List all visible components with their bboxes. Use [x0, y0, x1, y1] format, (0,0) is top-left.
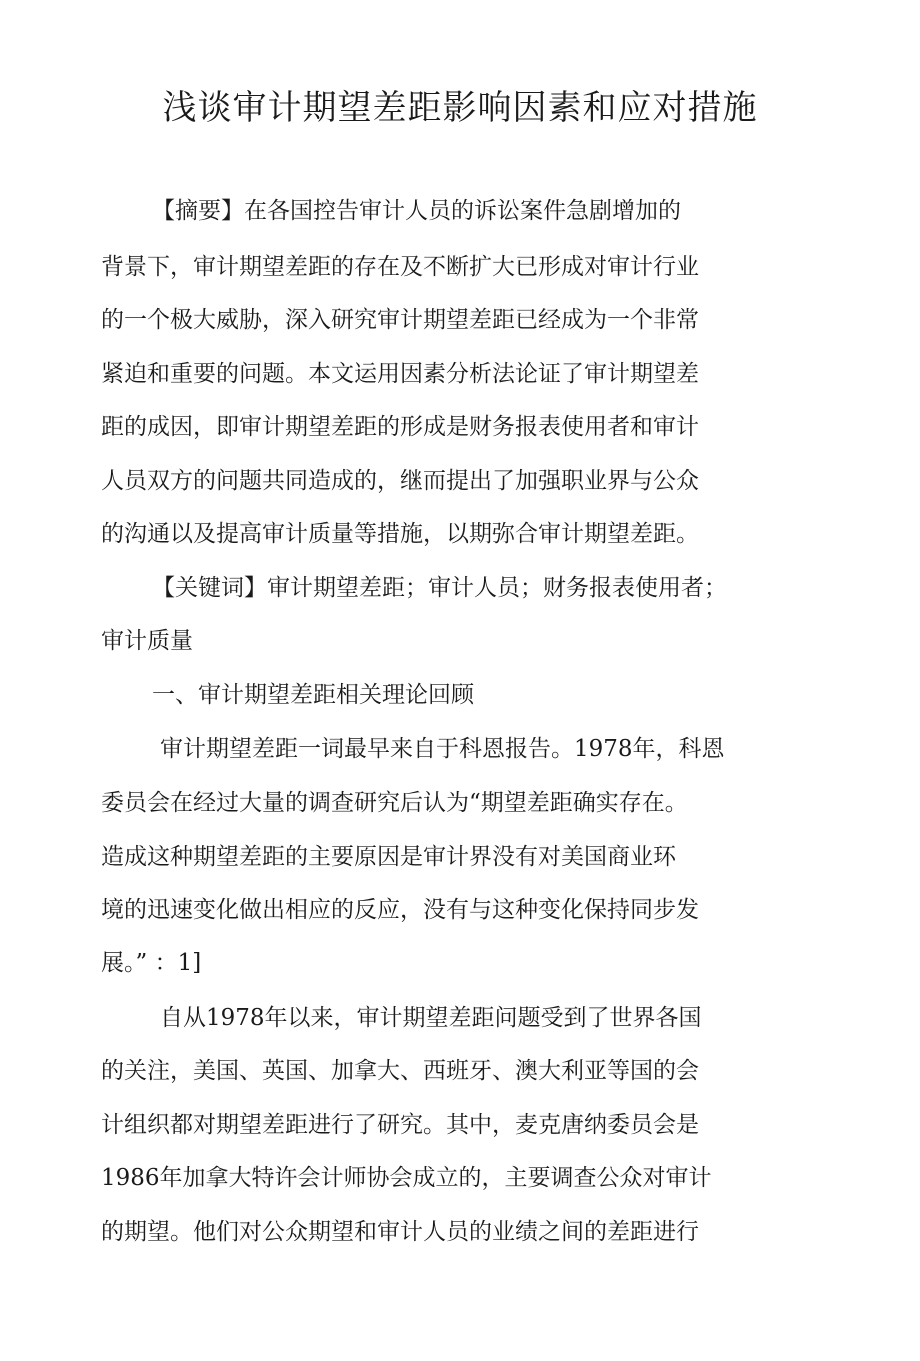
keywords-line-2: 审计质量 — [101, 628, 193, 654]
para1-line-4: 境的迅速变化做出相应的反应，没有与这种变化保持同步发 — [101, 897, 699, 923]
abstract-line-5: 距的成因，即审计期望差距的形成是财务报表使用者和审计 — [101, 414, 699, 440]
para1-line-1: 审计期望差距一词最早来自于科恩报告。1978年，科恩 — [160, 736, 725, 762]
keywords-line-1: 【关键词】审计期望差距；审计人员；财务报表使用者； — [152, 575, 727, 601]
para2-line-2: 的关注，美国、英国、加拿大、西班牙、澳大利亚等国的会 — [101, 1058, 699, 1084]
para1-line-5: 展。” ：1] — [101, 950, 202, 976]
document-title: 浅谈审计期望差距影响因素和应对措施 — [162, 88, 758, 128]
para2-line-4: 1986年加拿大特许会计师协会成立的，主要调查公众对审计 — [101, 1165, 712, 1191]
para2-line-5: 的期望。他们对公众期望和审计人员的业绩之间的差距进行 — [101, 1219, 699, 1245]
para1-line-3: 造成这种期望差距的主要原因是审计界没有对美国商业环 — [101, 844, 676, 870]
para2-line-1: 自从1978年以来，审计期望差距问题受到了世界各国 — [160, 1005, 702, 1031]
abstract-line-1: 【摘要】在各国控告审计人员的诉讼案件急剧增加的 — [152, 198, 681, 224]
abstract-line-2: 背景下，审计期望差距的存在及不断扩大已形成对审计行业 — [101, 254, 699, 280]
section-heading: 一、审计期望差距相关理论回顾 — [152, 682, 474, 708]
para1-line-2: 委员会在经过大量的调查研究后认为“期望差距确实存在。 — [101, 790, 688, 816]
abstract-line-4: 紧迫和重要的问题。本文运用因素分析法论证了审计期望差 — [101, 361, 699, 387]
abstract-line-6: 人员双方的问题共同造成的，继而提出了加强职业界与公众 — [101, 468, 699, 494]
abstract-line-7: 的沟通以及提高审计质量等措施，以期弥合审计期望差距。 — [101, 521, 699, 547]
para2-line-3: 计组织都对期望差距进行了研究。其中，麦克唐纳委员会是 — [101, 1112, 699, 1138]
abstract-line-3: 的一个极大威胁，深入研究审计期望差距已经成为一个非常 — [101, 307, 699, 333]
